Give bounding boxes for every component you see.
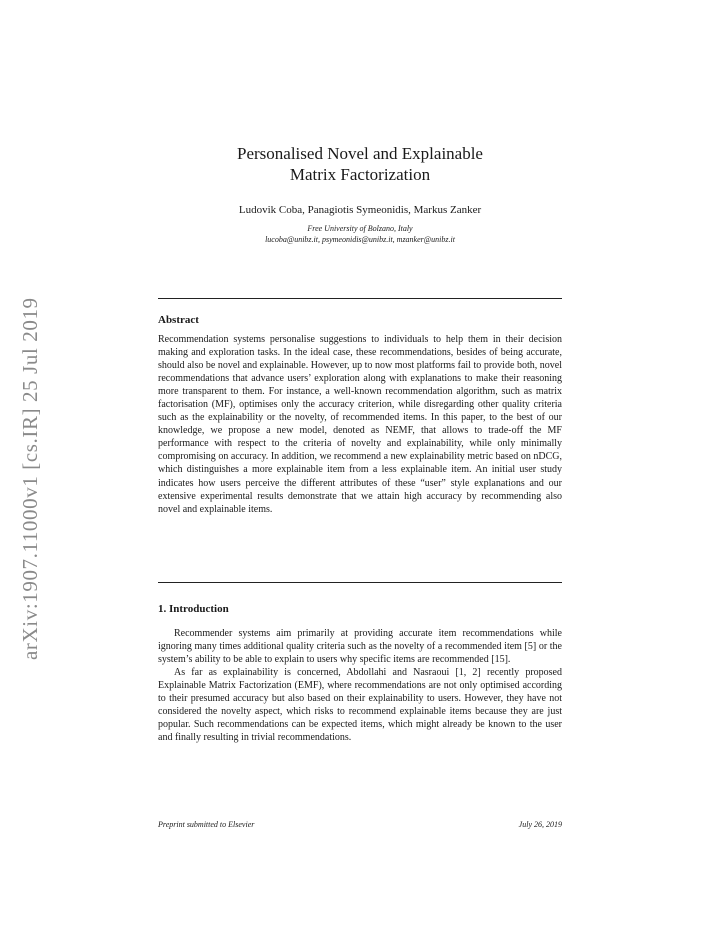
intro-paragraph: As far as explainability is concerned, Abdollahi and Nasraoui [1, 2] recently proposed Explainable Matrix Factorization (EMF), where recommendations are not only optimised according to their presumed accuracy but also based on their explainability to users. However, they have not considered the novelty aspect, which risks to recommend explainable items because they are just popular. Such recommendations can be expected items, which might already be known to the user and finally resulting in trivial recommendations.	[158, 667, 562, 744]
footer-date: July 26, 2019	[518, 820, 562, 829]
arxiv-identifier: arXiv:1907.11000v1 [cs.IR] 25 Jul 2019	[18, 297, 42, 660]
affiliation-block	[150, 223, 570, 245]
page-footer	[158, 820, 562, 829]
introduction-body	[158, 627, 562, 744]
abstract-bottom-rule	[158, 582, 562, 583]
preprint-note: Preprint submitted to Elsevier	[158, 820, 255, 829]
title-line-1: Personalised Novel and Explainable	[237, 144, 483, 163]
title-line-2: Matrix Factorization	[289, 165, 431, 184]
intro-paragraph: Recommender systems aim primarily at providing accurate item recommendations while ignoring many times additional quality criteria such as the novelty of a recommended item [5] or the system’s ability to be able to explain to users why specific items are recommended [15].	[158, 628, 562, 666]
affiliation: Free University of Bolzano, Italy	[307, 224, 413, 233]
abstract-text: Recommendation systems personalise suggestions to individuals to help them in their decision making and exploration tasks. In the ideal case, these recommendations, besides of being accurate, should also be novel and explainable. However, up to now most platforms fail to provide both, novel recommendations that advance users’ exploration along with explanations to make their reasoning more transparent to them. For instance, a well-known recommendation algorithm, such as matrix factorisation (MF), optimises only the accuracy criterion, while disregarding other quality criteria such as the explainability or the novelty, of recommended items. In this paper, to the best of our knowledge, we propose a new model, denoted as NEMF, that allows to trade-off the MF performance with respect to the criteria of novelty and explainability, while only minimally compromising on accuracy. In addition, we recommend a new explainability metric based on nDCG, which distinguishes a more explainable item from a less explainable item. An initial user study indicates how users perceive the different attributes of these “user” style explanations and our extensive experimental results demonstrate that we attain high accuracy by recommending also novel and explainable items.	[158, 334, 562, 515]
paper-title	[150, 143, 570, 185]
abstract-top-rule	[158, 298, 562, 299]
author-emails: lucoba@unibz.it, psymeonidis@unibz.it, mzanker@unibz.it	[265, 235, 455, 244]
author-list: Ludovik Coba, Panagiotis Symeonidis, Markus Zanker	[238, 204, 482, 216]
abstract-heading: Abstract	[158, 314, 199, 326]
section-heading-introduction: 1. Introduction	[158, 603, 229, 615]
